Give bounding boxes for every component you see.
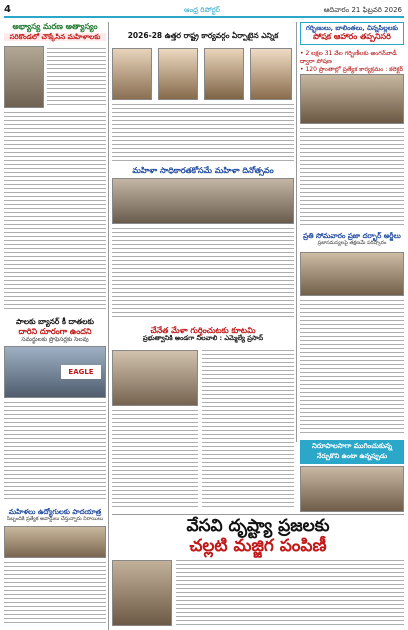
center-body-3b xyxy=(112,410,198,510)
portrait-4 xyxy=(250,48,292,100)
right-body-2 xyxy=(300,300,404,436)
right-headline-1b: పోషక ఆహారం తప్పనిసరి xyxy=(313,32,391,42)
right-bullet-1: • 2 లక్షల 31 వేల గర్భిణీలకు అంగన్‌వాడీ ద్వారా పోషణ xyxy=(300,50,397,65)
bottom-photo xyxy=(112,560,172,626)
right-photo-2 xyxy=(300,252,404,296)
left-headline-4: మహిళలు ఉద్యోగులకు పాదయాత్ర xyxy=(8,508,102,516)
column-rule-left xyxy=(108,22,109,630)
banner-sign: EAGLE xyxy=(61,365,101,379)
right-body-1 xyxy=(300,128,404,228)
center-headline-3b: ప్రభుత్వానికి అండగా నిలవాలి : ఎమ్మెల్యే ప్రసాద్ xyxy=(142,334,264,343)
right-headline-3: నిరూపాలసాగా ముగించుకున్న xyxy=(311,442,393,450)
dateline: ఆదివారం 21 ఫిబ్రవరి 2026 xyxy=(323,6,402,14)
left-body-3 xyxy=(4,562,106,626)
left-headline-2: సరికొండలో చౌక్కేసిన మహిళాలకు xyxy=(4,33,106,41)
center-body-2 xyxy=(112,228,294,320)
center-photo-3 xyxy=(112,350,198,406)
page-number: 4 xyxy=(4,4,11,15)
masthead: ఆంధ్ర రిపోర్టర్ xyxy=(184,6,220,14)
bottom-headline-2: చల్లటి మజ్జిగ పంపిణీ xyxy=(189,535,327,556)
left-body-2 xyxy=(4,402,106,502)
portrait-2 xyxy=(158,48,198,100)
right-photo-3 xyxy=(300,466,404,512)
center-story-1 xyxy=(112,22,294,41)
column-rule-right xyxy=(296,22,297,442)
left-sub-4: సిబ్బందికి ప్రత్యేక అవార్డులు చేస్తున్నారు నిరాయిలు xyxy=(6,516,104,523)
left-sub-3: సమర్థులకు ప్రొఫెసర్లకు సెలవు xyxy=(21,335,89,343)
right-bullet-2: • 120 ప్రాంతాల్లో ప్రత్యేక కార్యక్రమం : కలెక్టర్ xyxy=(300,66,404,73)
right-story-3-banner xyxy=(300,440,404,464)
left-photo-1 xyxy=(4,46,44,108)
left-photo-2 xyxy=(4,346,106,398)
left-headline-3b: దారిని దూరంగా ఉందని xyxy=(18,326,92,336)
right-story-1 xyxy=(300,22,404,45)
right-sub-2: ప్రజాసమస్యలపై తక్షణమే పరిష్కారం xyxy=(317,240,387,247)
left-body-1b xyxy=(4,112,106,312)
right-headline-3b: నేర్చుకొని ఉంటా ఉన్నప్పుడు xyxy=(316,452,388,460)
center-story-3 xyxy=(112,326,294,343)
right-headline-2: ప్రతి సోమవారం ప్రజా దర్బార్ అర్జీలు xyxy=(303,232,401,240)
page-header xyxy=(4,4,404,18)
center-headline-3: చేనేత మేళా గుర్తించుటకు కూటమి xyxy=(150,326,256,335)
bottom-headline-1: వేసవి దృష్ట్యా ప్రజలకు xyxy=(186,516,330,536)
left-headline-3: పాలకు బ్యానర్ కీ దాతలకు xyxy=(16,317,94,326)
left-story-1 xyxy=(4,22,106,41)
left-headline-1: అభ్యాస్య మరణ అత్యాస్యం xyxy=(12,22,98,31)
right-headline-1: గర్భిణులు, బాలింతలు, చిన్నపిల్లలకు xyxy=(306,24,398,32)
portrait-3 xyxy=(204,48,244,100)
left-body-1a xyxy=(47,48,106,108)
left-story-2 xyxy=(4,318,106,344)
center-photo-2 xyxy=(112,178,294,224)
right-photo-1 xyxy=(300,74,404,124)
left-story-3 xyxy=(4,508,106,523)
portrait-1 xyxy=(112,48,152,100)
right-story-2 xyxy=(300,232,404,247)
bottom-body xyxy=(176,560,404,626)
center-body-3a xyxy=(202,350,294,510)
center-headline-2: మహిళా సాధికారతకోసమే మహిళా దినోత్సవం xyxy=(132,166,274,175)
center-body-1 xyxy=(112,104,294,162)
center-story-2 xyxy=(112,166,294,175)
left-photo-3 xyxy=(4,526,106,558)
center-headline-1: 2026-28 ఉత్తర రాష్ట్ర కార్యవర్గం ఏర్పాటైన ఎన్నిక xyxy=(127,31,279,40)
bottom-story xyxy=(112,514,404,556)
